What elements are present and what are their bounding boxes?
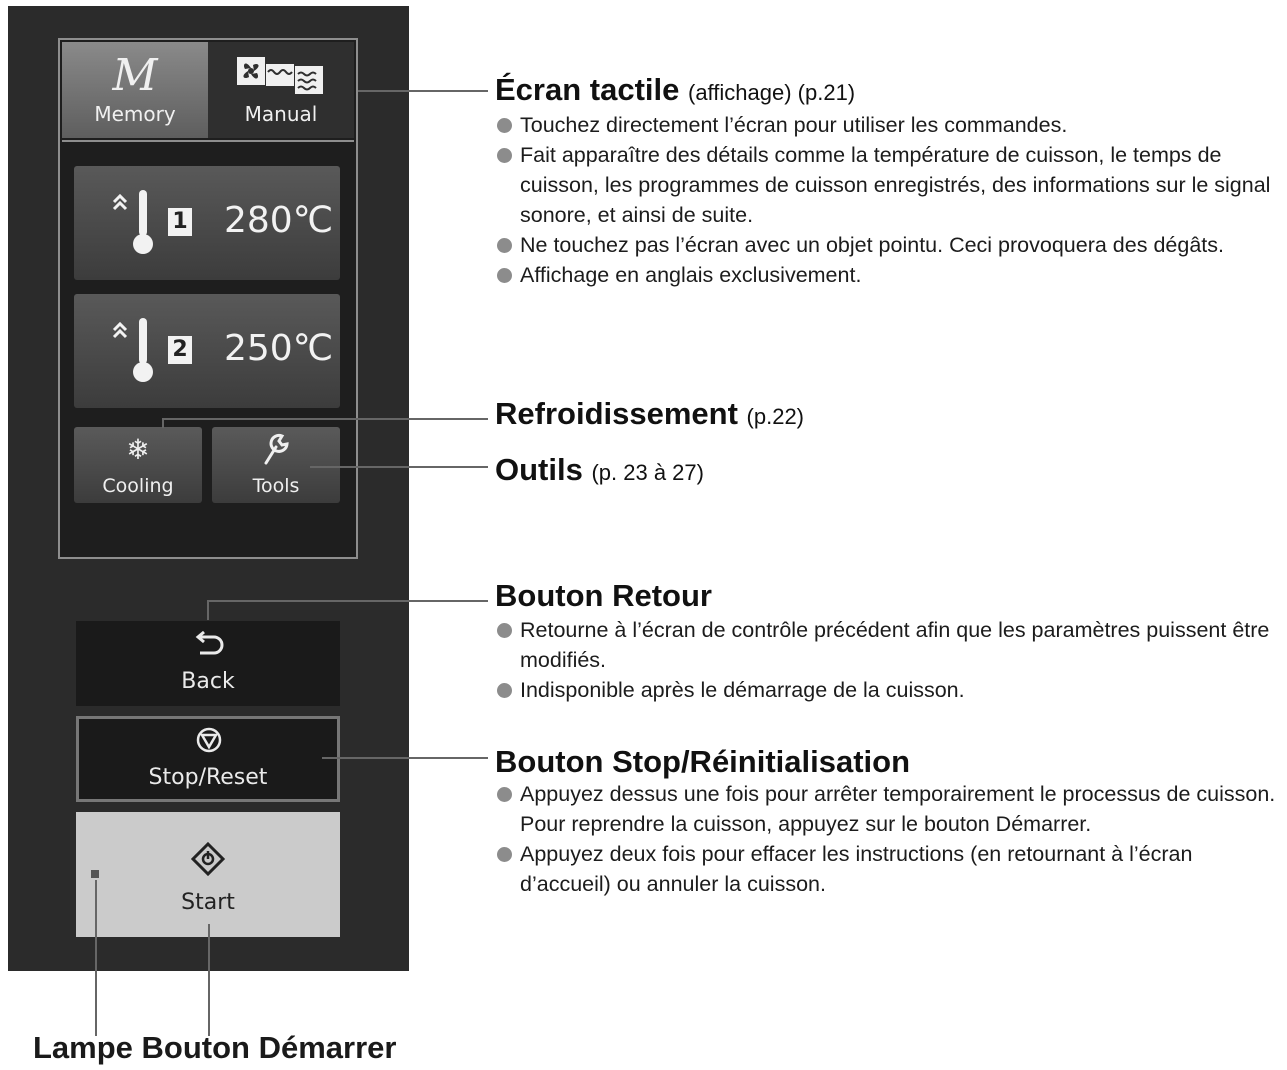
bullet-item: Ne touchez pas l’écran avec un objet pointu. Ceci provoquera des dégâts. (495, 230, 1285, 260)
back-heading: Bouton Retour (495, 578, 712, 613)
memory-icon: M (112, 50, 158, 101)
bullet-item: Appuyez deux fois pour effacer les instructions (en retournant à l’écran d’accueil) ou annuler la cuisson. (495, 839, 1285, 899)
tools-heading (495, 452, 704, 488)
bullet-item: Retourne à l’écran de contrôle précédent afin que les paramètres puissent être modifiés. (495, 615, 1285, 675)
tools-label: Tools (252, 475, 300, 497)
leader-cooling (163, 419, 488, 428)
cooling-title: Refroidissement (495, 396, 738, 431)
back-label: Back (181, 669, 235, 694)
bullet-item: Fait apparaître des détails comme la température de cuisson, le temps de cuisson, les programmes de cuisson enregistrés, des informations sur le signal sonore, et ainsi de suite. (495, 140, 1285, 230)
start-lamp-button-label: Lampe Bouton Démarrer (33, 1030, 397, 1065)
start-label: Start (181, 890, 235, 915)
cooling-label: Cooling (102, 475, 174, 497)
cooling-heading (495, 396, 804, 432)
touch-screen-title: Écran tactile (495, 72, 680, 107)
stop-reset-label: Stop/Reset (148, 765, 268, 790)
bullet-item: Touchez directement l’écran pour utiliser les commandes. (495, 110, 1285, 140)
touch-screen-ref: (affichage) (p.21) (688, 80, 856, 105)
touch-screen-heading (495, 72, 855, 108)
tools-title: Outils (495, 452, 583, 487)
tools-ref: (p. 23 à 27) (591, 460, 704, 485)
back-bullets (495, 615, 1285, 705)
bullet-item: Affichage en anglais exclusivement. (495, 260, 1285, 290)
zone-2-temperature: 250℃ (224, 328, 334, 369)
zone-1-temperature: 280℃ (224, 200, 334, 241)
zone-1-badge: 1 (168, 208, 192, 236)
cooling-ref: (p.22) (746, 404, 805, 429)
memory-tab-label: Memory (94, 102, 176, 126)
stop-reset-heading: Bouton Stop/Réinitialisation (495, 744, 911, 779)
stop-reset-bullets (495, 779, 1285, 899)
zone-2-badge: 2 (168, 336, 192, 364)
manual-tab-label: Manual (244, 102, 318, 126)
leader-back (208, 601, 488, 620)
bullet-item: Indisponible après le démarrage de la cuisson. (495, 675, 1285, 705)
touch-screen-bullets (495, 110, 1285, 290)
snowflake-icon: ❄ (126, 433, 150, 466)
bullet-item: Appuyez dessus une fois pour arrêter temporairement le processus de cuisson. Pour reprendre la cuisson, appuyez sur le bouton Démarrer. (495, 779, 1285, 839)
